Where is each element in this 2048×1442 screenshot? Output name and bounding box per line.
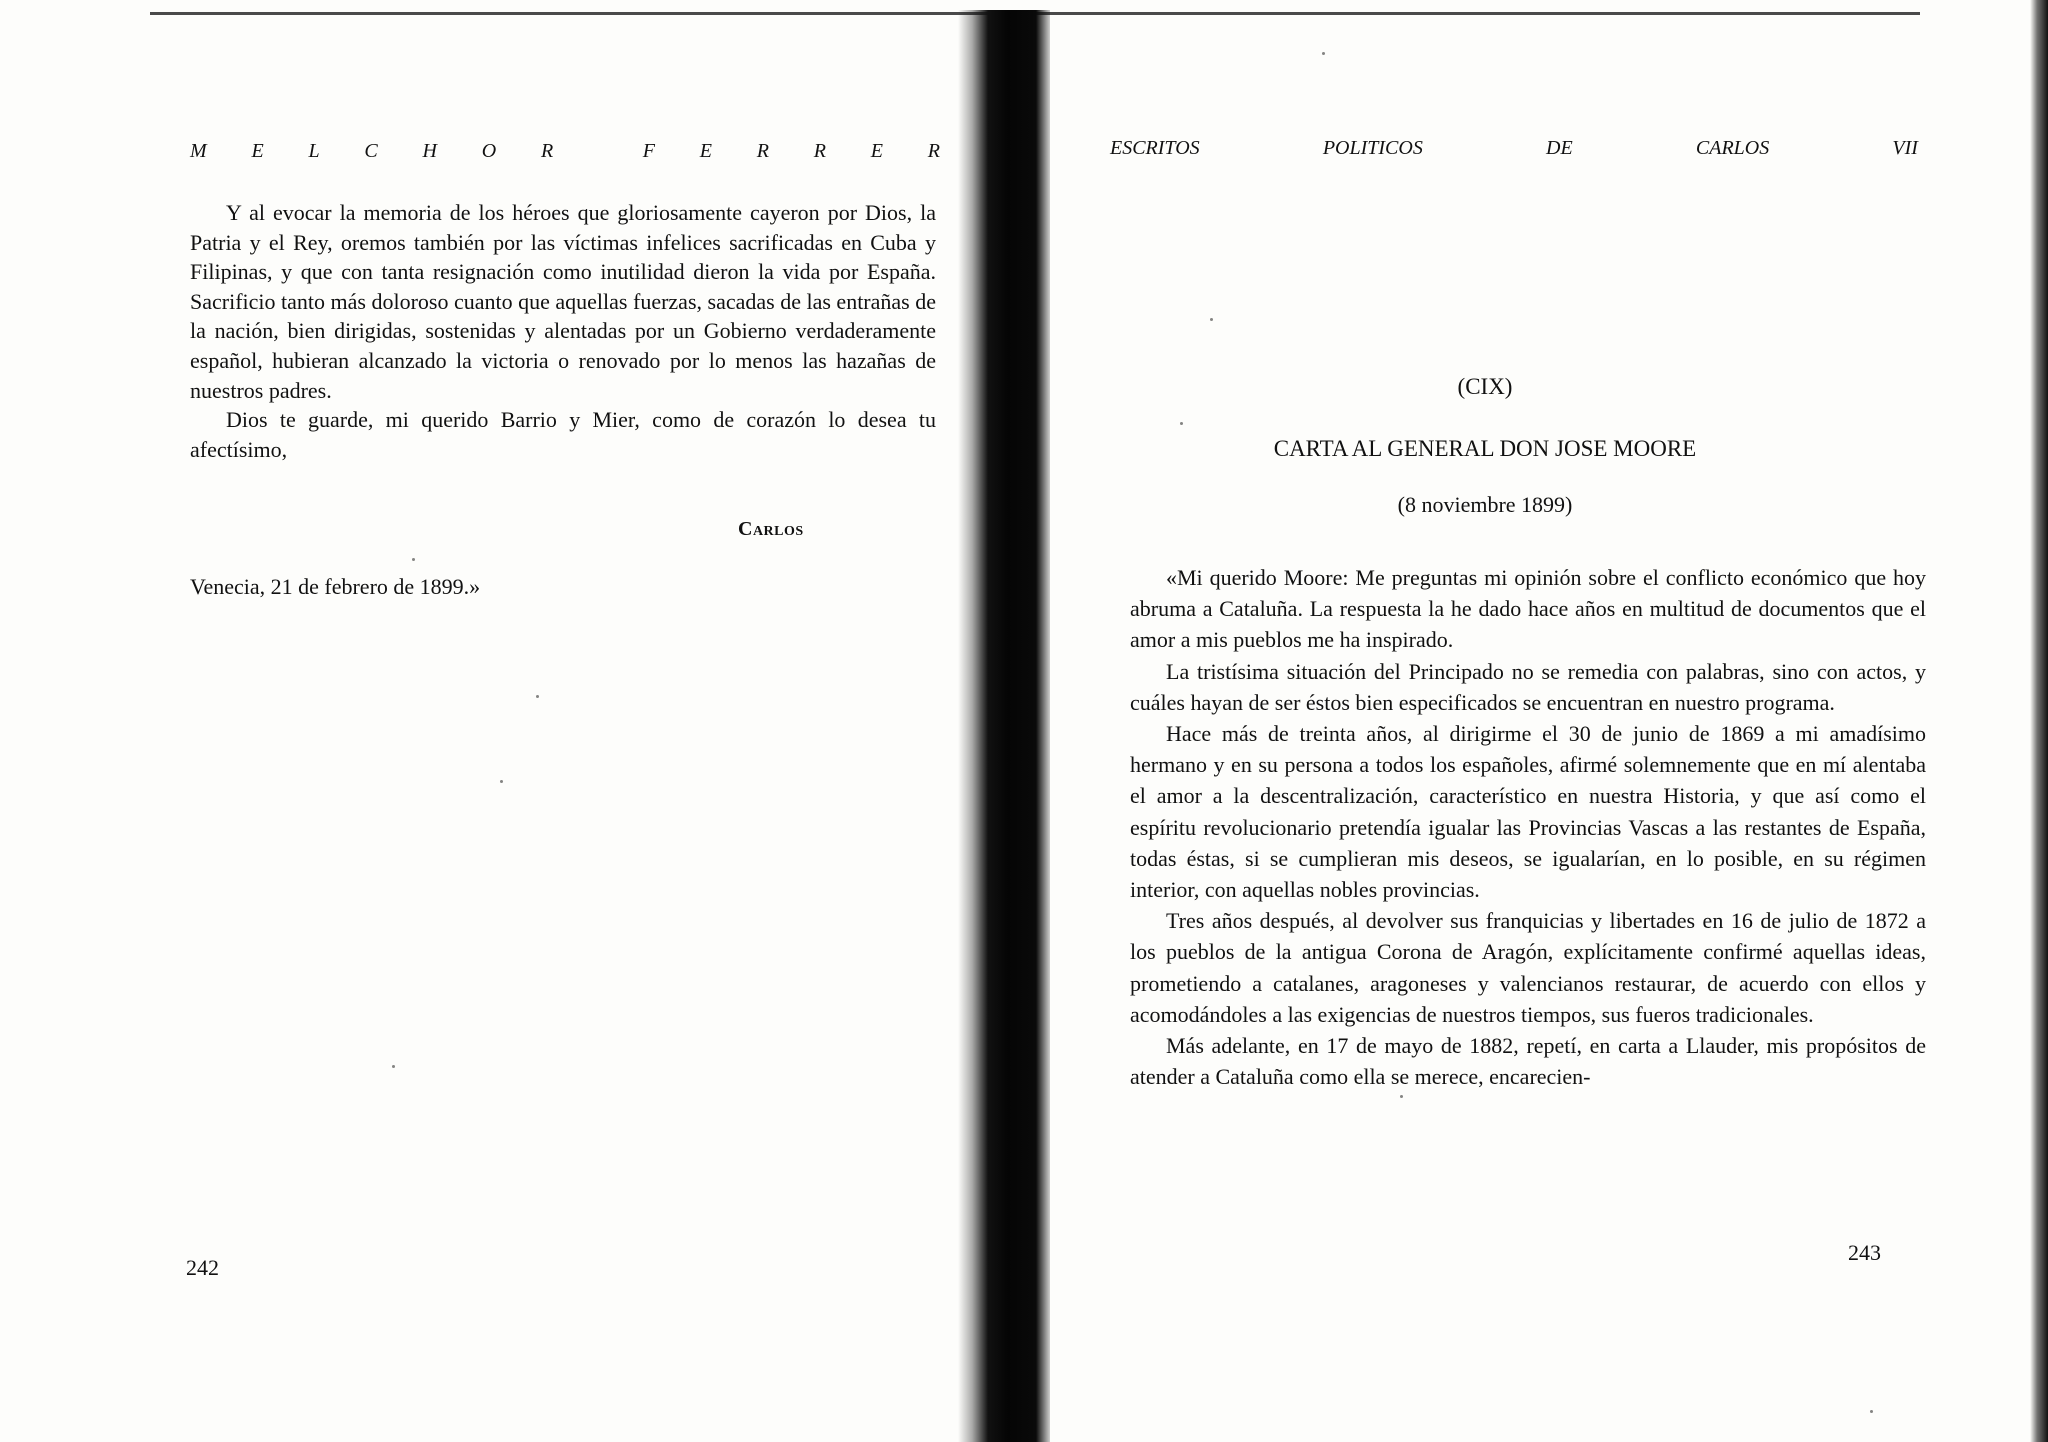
paragraph: «Mi querido Moore: Me preguntas mi opinión sobre el conflicto económico que hoy abruma a Cataluña. La respuesta la he dado hace años en multitud de documentos que el amor a mis pueblos me ha inspirado. bbox=[1130, 565, 1926, 653]
page-number-right: 243 bbox=[1848, 1240, 1881, 1265]
document-date: (8 noviembre 1899) bbox=[1397, 492, 1573, 517]
left-body-text bbox=[190, 198, 936, 464]
running-head-letter: E bbox=[251, 140, 264, 162]
right-page bbox=[1050, 0, 2030, 1442]
running-head-word: VII bbox=[1892, 137, 1918, 159]
running-head-letter: M bbox=[190, 140, 207, 162]
document-number: (CIX) bbox=[1457, 374, 1513, 399]
paragraph: Tres años después, al devolver sus franquicias y libertades en 16 de julio de 1872 a los pueblos de la antigua Corona de Aragón, explícitamente confirmé aquellas ideas, prometiendo a catalanes, aragoneses y valencianos restaurar, de acuerdo con ellos y acomodándoles a las exigencias de nuestros tiempos, sus fueros tradicionales. bbox=[1130, 908, 1926, 1027]
signature: Carlos bbox=[738, 518, 804, 540]
place-date: Venecia, 21 de febrero de 1899.» bbox=[190, 574, 481, 599]
print-speck bbox=[1180, 422, 1183, 425]
print-speck bbox=[412, 558, 415, 561]
print-speck bbox=[392, 1065, 395, 1068]
page-number-left: 242 bbox=[186, 1255, 219, 1280]
print-speck bbox=[500, 780, 503, 783]
document-title: CARTA AL GENERAL DON JOSE MOORE bbox=[1273, 436, 1697, 461]
paragraph: La tristísima situación del Principado no se remedia con palabras, sino con actos, y cuáles hayan de ser éstos bien especificados se encuentran en nuestro programa. bbox=[1130, 658, 1926, 715]
running-head-letter: R bbox=[756, 140, 769, 162]
running-head-letter: L bbox=[308, 140, 320, 162]
print-speck bbox=[1322, 52, 1325, 55]
running-head-letter: E bbox=[870, 140, 883, 162]
running-head-letter: F bbox=[642, 140, 655, 162]
running-head-letter: H bbox=[422, 140, 437, 162]
paragraph: Más adelante, en 17 de mayo de 1882, repetí, en carta a Llauder, mis propósitos de atender a Cataluña como ella se merece, encarecien- bbox=[1130, 1033, 1926, 1090]
right-body-text bbox=[1130, 562, 1926, 1092]
running-head-word: CARLOS bbox=[1695, 137, 1770, 159]
left-page bbox=[0, 0, 960, 1442]
running-head-letter: R bbox=[813, 140, 826, 162]
print-speck bbox=[536, 695, 539, 698]
running-head-letter: R bbox=[540, 140, 554, 162]
paragraph: Dios te guarde, mi querido Barrio y Mier, como de corazón lo desea tu afectísimo, bbox=[190, 407, 936, 462]
running-head-letter: R bbox=[927, 140, 940, 162]
running-head-letter: O bbox=[481, 140, 497, 162]
print-speck bbox=[1870, 1410, 1873, 1413]
left-running-head bbox=[190, 140, 940, 163]
running-head-word: POLITICOS bbox=[1322, 137, 1423, 159]
book-gutter bbox=[958, 10, 1050, 1442]
right-running-head bbox=[1110, 137, 1918, 160]
running-head-word: ESCRITOS bbox=[1110, 137, 1200, 159]
paragraph: Y al evocar la memoria de los héroes que gloriosamente cayeron por Dios, la Patria y el Rey, oremos también por las víctimas infelices sacrificadas en Cuba y Filipinas, y que con tanta resignación como inutilidad dieron la vida por España. Sacrificio tanto más doloroso cuanto que aquellas fuerzas, sacadas de las entrañas de la nación, bien dirigidas, sostenidas y alentadas por un Gobierno verdaderamente español, hubieran alcanzado la victoria o renovado por lo menos las hazañas de nuestros padres. bbox=[190, 200, 936, 403]
running-head-letter: C bbox=[364, 140, 378, 162]
print-speck bbox=[1400, 1095, 1403, 1098]
paragraph: Hace más de treinta años, al dirigirme el 30 de junio de 1869 a mi amadísimo hermano y en su persona a todos los españoles, afirmé solemnemente que en mí alentaba el amor a la descentralización, característico en nuestra Historia, y que así como el espíritu revolucionario pretendía igualar las Provincias Vascas a las restantes de España, todas éstas, si se cumplieran mis deseos, se igualarían, en lo posible, en su régimen interior, con aquellas nobles provincias. bbox=[1130, 721, 1926, 903]
running-head-word: DE bbox=[1546, 137, 1573, 159]
page-right-edge bbox=[2030, 0, 2048, 1442]
print-speck bbox=[1210, 318, 1213, 321]
running-head-letter: E bbox=[699, 140, 712, 162]
